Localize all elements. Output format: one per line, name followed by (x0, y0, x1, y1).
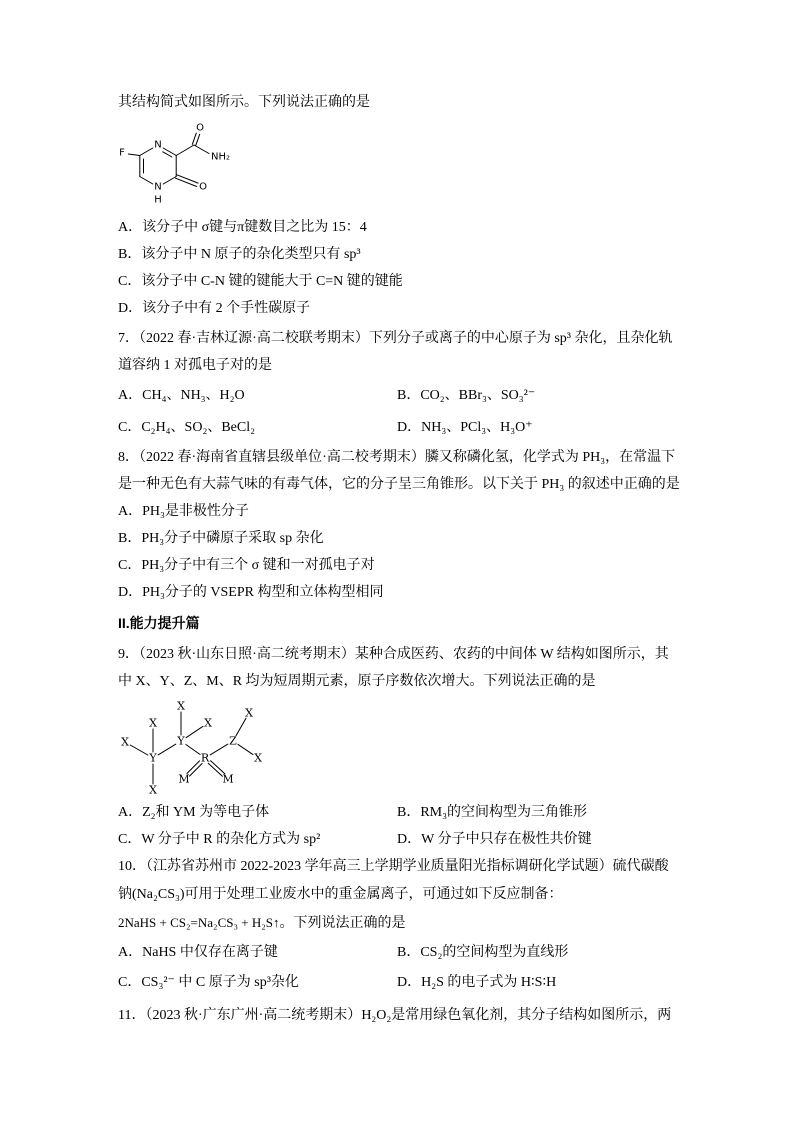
amide-c-n-bond (194, 145, 209, 154)
q10-option-c (118, 973, 299, 993)
question-source: （2022 春·海南省直辖县级单位·高二校考期末） (139, 450, 425, 465)
single-bond (238, 744, 253, 754)
option-label: D． (397, 975, 422, 990)
option-text: RM₃的空间构型为三角锥形 (420, 805, 588, 820)
question-source: （江苏省苏州市 2022-2023 学年高三上学期学业质量阳光指标调研化学试题） (146, 859, 613, 874)
option-text: C₂H₄、SO₂、BeCl₂ (141, 420, 255, 435)
stem-text: 道容纳 1 对孤电子对的是 (118, 358, 272, 373)
q9-stem-line-1 (118, 645, 669, 665)
q7-stem-line-1 (118, 329, 672, 349)
q8-option-d (118, 583, 383, 603)
single-bond (158, 744, 176, 755)
atom-label-x: X (121, 735, 129, 749)
q9-option-d (397, 830, 592, 850)
double-bond-line (190, 764, 203, 777)
q9-stem-line-2 (118, 672, 596, 692)
option-text: 该分子中 σ键与π键数目之比为 15：4 (142, 220, 367, 235)
option-text: Z₂和 YM 为等电子体 (142, 805, 270, 820)
q6-option-c (118, 272, 403, 292)
stem-text: 膦又称磷化氢，化学式为 PH₃，在常温下 (424, 450, 676, 465)
q8-option-c (118, 556, 375, 576)
option-label: A． (118, 504, 143, 519)
q8-option-b (118, 529, 324, 549)
option-text: PH₃分子中磷原子采取 sp 杂化 (141, 531, 324, 546)
q6-option-a (118, 218, 367, 238)
single-bond (130, 745, 148, 755)
atom-label-nh2: NH₂ (211, 151, 231, 163)
option-label: A． (118, 805, 143, 820)
option-label: C． (118, 832, 142, 847)
question-number: 9． (118, 647, 139, 662)
option-text: PH₃分子中有三个 σ 键和一对孤电子对 (141, 558, 375, 573)
q8-stem-line-2 (118, 475, 680, 495)
question-source: （2023 秋·山东日照·高二统考期末） (139, 647, 355, 662)
q7-option-d (397, 418, 533, 438)
stem-text: 。下列说法正确的是 (279, 916, 406, 931)
option-text: H₂S 的电子式为 H∶S∶H (421, 975, 557, 990)
option-label: B． (397, 805, 421, 820)
atom-label-y: Y (149, 751, 157, 765)
q7-option-c (118, 418, 255, 438)
single-bond (236, 718, 246, 736)
atom-label-z: Z (229, 734, 237, 748)
ring-bond (163, 177, 176, 185)
atom-label-m: M (178, 772, 190, 786)
option-text: 该分子中 C-N 键的键能大于 C=N 键的键能 (141, 274, 403, 289)
option-text: NaHS 中仅存在离子键 (142, 945, 278, 960)
stem-text: H₂O₂是常用绿色氧化剂，其分子结构如图所示，两 (361, 1008, 672, 1023)
amide-c-o-double-bond (196, 134, 200, 145)
option-text: CH₄、NH₃、H₂O (142, 388, 245, 403)
amide-c-o-double-bond (192, 133, 196, 144)
atom-label-x: X (149, 783, 157, 797)
option-text: CS₃²⁻ 中 C 原子为 sp³杂化 (141, 975, 299, 990)
q9-option-c (118, 830, 320, 850)
option-text: 该分子中有 2 个手性碳原子 (142, 301, 311, 316)
option-label: B． (397, 945, 421, 960)
option-label: A． (118, 945, 143, 960)
option-text: W 分子中只存在极性共价键 (421, 832, 592, 847)
q10-stem-line-2 (118, 885, 563, 905)
option-label: B． (118, 247, 142, 262)
single-bond (210, 744, 228, 755)
option-text: CO₂、BBr₃、SO₃²⁻ (420, 388, 536, 403)
question-number: 11． (118, 1008, 146, 1023)
atom-label-o-ring: O (199, 181, 207, 193)
option-label: B． (118, 531, 142, 546)
stem-text: 钠(Na₂CS₃)可用于处理工业废水中的重金属离子，可通过如下反应制备： (118, 887, 563, 902)
option-label: D． (118, 585, 143, 600)
stem-text: 中 X、Y、Z、M、R 均为短周期元素，原子序数依次增大。下列说法正确的是 (118, 674, 596, 689)
option-label: C． (118, 420, 142, 435)
ring-c-o-double-bond (177, 175, 198, 183)
atom-label-x: X (204, 716, 212, 730)
section-heading: II.能力提升篇 (118, 615, 200, 631)
option-label: D． (397, 420, 422, 435)
q10-option-a (118, 943, 278, 963)
atom-label-x: X (149, 716, 157, 730)
option-label: D． (118, 301, 143, 316)
c-f-bond (128, 154, 140, 156)
option-label: C． (118, 558, 142, 573)
q11-stem-line-1 (118, 1006, 671, 1026)
stem-text: 是一种无色有大蒜气味的有毒气体，它的分子呈三角锥形。以下关于 PH₃ 的叙述中正确的是 (118, 477, 680, 492)
q7-stem-line-2 (118, 356, 272, 376)
q9-option-b (397, 803, 587, 823)
q10-option-d (397, 973, 556, 993)
option-label: C． (118, 274, 142, 289)
ring-bond (140, 148, 153, 156)
atom-label-f: F (119, 147, 125, 159)
stem-text: 硫代碳酸 (612, 859, 669, 874)
q9-structure-diagram (110, 695, 280, 803)
option-text: 该分子中 N 原子的杂化类型只有 sp³ (141, 247, 361, 262)
atom-label-m: M (222, 772, 234, 786)
stem-text: 下列分子或离子的中心原子为 sp³ 杂化，且杂化轨 (368, 331, 673, 346)
q6-stem-line-1 (118, 93, 370, 113)
option-label: C． (118, 975, 142, 990)
q7-option-b (397, 386, 535, 406)
option-text: PH₃是非极性分子 (142, 504, 249, 519)
q10-option-b (397, 943, 568, 963)
question-number: 7． (118, 331, 139, 346)
question-number: 8． (118, 450, 139, 465)
option-text: PH₃分子的 VSEPR 构型和立体构型相同 (142, 585, 384, 600)
q6-option-b (118, 245, 361, 265)
stem-text: 某种合成医药、农药的中间体 W 结构如图所示，其 (354, 647, 669, 662)
chemical-equation: 2NaHS + CS₂=Na₂CS₃ + H₂S↑ (118, 915, 280, 930)
option-label: A． (118, 220, 143, 235)
question-source: （2022 春·吉林辽源·高二校联考期末） (139, 331, 369, 346)
q10-equation-line (118, 913, 405, 933)
atom-label-o-amide: O (196, 122, 204, 134)
question-source: （2023 秋·广东广州·高二统考期末） (145, 1008, 362, 1023)
atom-label-h: H (154, 194, 162, 206)
single-bond (186, 726, 203, 737)
q9-option-a (118, 803, 269, 823)
option-text: NH₃、PCl₃、H₃O⁺ (421, 420, 533, 435)
atom-label-x: X (245, 706, 253, 720)
q8-option-a (118, 502, 249, 522)
q6-structure-diagram (110, 118, 250, 213)
option-label: B． (397, 388, 421, 403)
option-text: W 分子中 R 的杂化方式为 sp² (141, 832, 321, 847)
atom-label-n-bottom: N (154, 181, 162, 193)
q8-stem-line-1 (118, 448, 675, 468)
question-number: 10． (118, 859, 146, 874)
atom-label-x: X (177, 699, 185, 713)
q10-stem-line-1 (118, 857, 669, 877)
atom-label-r: R (200, 751, 210, 765)
ring-to-carbonyl-bond (176, 145, 194, 156)
q7-option-a (118, 386, 245, 406)
atom-label-n-top: N (154, 139, 162, 151)
option-label: A． (118, 388, 143, 403)
atom-label-x: X (254, 751, 262, 765)
option-text: CS₂的空间构型为直线形 (420, 945, 569, 960)
single-bond (186, 745, 200, 755)
ring-bond (163, 148, 176, 156)
ring-bond (140, 177, 153, 185)
ring-c-o-double-bond (176, 178, 197, 186)
stem-text: 其结构简式如图所示。下列说法正确的是 (118, 95, 370, 110)
q6-option-d (118, 299, 310, 319)
atom-label-y: Y (177, 734, 185, 748)
option-label: D． (397, 832, 422, 847)
